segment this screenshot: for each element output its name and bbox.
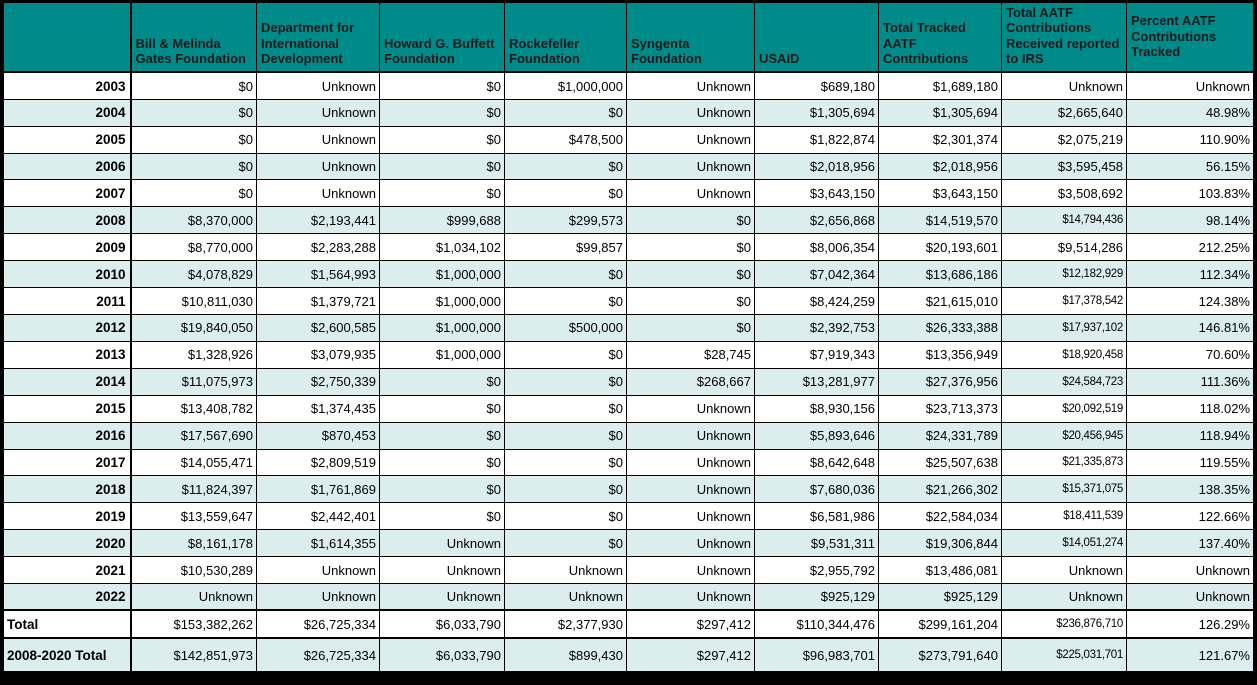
value-cell: $870,453 [257,422,380,449]
year-cell: 2016 [4,422,131,449]
value-cell: $12,182,929 [1002,261,1127,288]
value-cell: Unknown [380,530,505,557]
value-cell: 137.40% [1127,530,1254,557]
value-cell: 103.83% [1127,180,1254,207]
value-cell: $24,584,723 [1002,368,1127,395]
value-cell: Unknown [627,180,755,207]
value-cell: $0 [131,72,257,99]
value-cell: $0 [627,288,755,315]
value-cell: Unknown [505,584,627,611]
value-cell: $1,822,874 [755,126,879,153]
value-cell: $2,377,930 [505,610,627,638]
value-cell: $2,018,956 [755,153,879,180]
value-cell: Unknown [257,180,380,207]
value-cell: $22,584,034 [879,503,1002,530]
year-cell: 2006 [4,153,131,180]
year-cell: 2003 [4,72,131,99]
value-cell: Unknown [1002,557,1127,584]
value-cell: $14,519,570 [879,207,1002,234]
total-label-cell: Total [4,610,131,638]
value-cell: 138.35% [1127,476,1254,503]
value-cell: Unknown [257,99,380,126]
value-cell: $7,680,036 [755,476,879,503]
year-cell: 2005 [4,126,131,153]
value-cell: 146.81% [1127,314,1254,341]
value-cell: $6,581,986 [755,503,879,530]
value-cell: $19,306,844 [879,530,1002,557]
value-cell: $500,000 [505,314,627,341]
value-cell: Unknown [627,503,755,530]
value-cell: $2,656,868 [755,207,879,234]
year-cell: 2010 [4,261,131,288]
year-cell: 2015 [4,395,131,422]
value-cell: $26,725,334 [257,610,380,638]
value-cell: $0 [505,449,627,476]
year-row [4,395,1254,422]
value-cell: $8,770,000 [131,234,257,261]
year-cell: 2011 [4,288,131,315]
value-cell: $925,129 [755,584,879,611]
value-cell: 111.36% [1127,368,1254,395]
value-cell: $24,331,789 [879,422,1002,449]
value-cell: $13,281,977 [755,368,879,395]
value-cell: $21,266,302 [879,476,1002,503]
value-cell: $273,791,640 [879,638,1002,671]
value-cell: $13,356,949 [879,341,1002,368]
value-cell: Unknown [627,584,755,611]
value-cell: Unknown [627,72,755,99]
year-row [4,476,1254,503]
year-row [4,314,1254,341]
value-cell: $0 [505,530,627,557]
column-header: Bill & Melinda Gates Foundation [131,3,257,73]
value-cell: Unknown [627,557,755,584]
value-cell: Unknown [627,530,755,557]
value-cell: $0 [131,126,257,153]
value-cell: $17,567,690 [131,422,257,449]
value-cell: $0 [131,99,257,126]
value-cell: $0 [505,368,627,395]
grand-total-row [4,638,1254,671]
value-cell: 212.25% [1127,234,1254,261]
value-cell: 118.02% [1127,395,1254,422]
value-cell: $2,750,339 [257,368,380,395]
value-cell: $17,378,542 [1002,288,1127,315]
value-cell: $3,643,150 [755,180,879,207]
year-cell: 2022 [4,584,131,611]
value-cell: $0 [505,153,627,180]
year-cell: 2019 [4,503,131,530]
value-cell: $1,374,435 [257,395,380,422]
value-cell: $17,937,102 [1002,314,1127,341]
column-header: Total Tracked AATF Contributions [879,3,1002,73]
value-cell: Unknown [380,557,505,584]
value-cell: $26,333,388 [879,314,1002,341]
value-cell: $1,305,694 [879,99,1002,126]
header-row [4,3,1254,73]
value-cell: Unknown [627,422,755,449]
value-cell: $14,051,274 [1002,530,1127,557]
value-cell: $225,031,701 [1002,638,1127,671]
value-cell: $299,573 [505,207,627,234]
value-cell: $3,595,458 [1002,153,1127,180]
value-cell: $3,079,935 [257,341,380,368]
value-cell: $1,000,000 [505,72,627,99]
value-cell: $0 [380,368,505,395]
value-cell: $25,507,638 [879,449,1002,476]
value-cell: $96,983,701 [755,638,879,671]
value-cell: 122.66% [1127,503,1254,530]
year-row [4,449,1254,476]
value-cell: $299,161,204 [879,610,1002,638]
value-cell: $8,161,178 [131,530,257,557]
value-cell: $1,034,102 [380,234,505,261]
value-cell: $8,006,354 [755,234,879,261]
value-cell: $10,811,030 [131,288,257,315]
value-cell: $0 [505,395,627,422]
value-cell: $0 [505,476,627,503]
value-cell: $1,000,000 [380,288,505,315]
value-cell: $2,301,374 [879,126,1002,153]
year-row [4,234,1254,261]
value-cell: $1,689,180 [879,72,1002,99]
value-cell: Unknown [1127,584,1254,611]
value-cell: $6,033,790 [380,638,505,671]
value-cell: $2,442,401 [257,503,380,530]
value-cell: Unknown [257,153,380,180]
column-header: USAID [755,3,879,73]
value-cell: Unknown [131,584,257,611]
year-row [4,341,1254,368]
total-row [4,610,1254,638]
value-cell: 126.29% [1127,610,1254,638]
value-cell: $21,335,873 [1002,449,1127,476]
value-cell: $28,745 [627,341,755,368]
year-cell: 2008 [4,207,131,234]
value-cell: $11,075,973 [131,368,257,395]
year-cell: 2007 [4,180,131,207]
value-cell: $19,840,050 [131,314,257,341]
year-row [4,288,1254,315]
value-cell: $142,851,973 [131,638,257,671]
value-cell: Unknown [257,126,380,153]
value-cell: $478,500 [505,126,627,153]
value-cell: $21,615,010 [879,288,1002,315]
value-cell: $27,376,956 [879,368,1002,395]
value-cell: $2,809,519 [257,449,380,476]
value-cell: $899,430 [505,638,627,671]
column-header: Syngenta Foundation [627,3,755,73]
value-cell: $0 [627,261,755,288]
value-cell: 98.14% [1127,207,1254,234]
year-cell: 2020 [4,530,131,557]
value-cell: 121.67% [1127,638,1254,671]
year-row [4,126,1254,153]
value-cell: 56.15% [1127,153,1254,180]
value-cell: $0 [505,503,627,530]
value-cell: $2,283,288 [257,234,380,261]
column-header: Percent AATF Contributions Tracked [1127,3,1254,73]
value-cell: $925,129 [879,584,1002,611]
year-cell: 2018 [4,476,131,503]
value-cell: $0 [380,422,505,449]
value-cell: $1,000,000 [380,261,505,288]
value-cell: $0 [380,476,505,503]
value-cell: $153,382,262 [131,610,257,638]
value-cell: $1,000,000 [380,314,505,341]
value-cell: $0 [131,153,257,180]
year-row [4,557,1254,584]
value-cell: $236,876,710 [1002,610,1127,638]
value-cell: $0 [505,288,627,315]
value-cell: $297,412 [627,638,755,671]
value-cell: $1,614,355 [257,530,380,557]
value-cell: $0 [505,180,627,207]
value-cell: $110,344,476 [755,610,879,638]
value-cell: $26,725,334 [257,638,380,671]
value-cell: 124.38% [1127,288,1254,315]
value-cell: Unknown [257,72,380,99]
value-cell: $4,078,829 [131,261,257,288]
value-cell: $1,564,993 [257,261,380,288]
corner-header-cell [4,3,131,73]
value-cell: Unknown [627,449,755,476]
value-cell: $2,392,753 [755,314,879,341]
year-cell: 2004 [4,99,131,126]
value-cell: $2,018,956 [879,153,1002,180]
value-cell: $14,055,471 [131,449,257,476]
value-cell: 118.94% [1127,422,1254,449]
value-cell: Unknown [505,557,627,584]
year-row [4,180,1254,207]
value-cell: $0 [627,207,755,234]
value-cell: $2,665,640 [1002,99,1127,126]
value-cell: $9,531,311 [755,530,879,557]
year-row [4,422,1254,449]
value-cell: $297,412 [627,610,755,638]
value-cell: $8,930,156 [755,395,879,422]
value-cell: 119.55% [1127,449,1254,476]
column-header: Total AATF Contributions Received reported to IRS [1002,3,1127,73]
value-cell: $0 [131,180,257,207]
column-header: Department for International Development [257,3,380,73]
value-cell: $268,667 [627,368,755,395]
value-cell: $0 [380,503,505,530]
value-cell: Unknown [627,476,755,503]
total-label-cell: 2008-2020 Total [4,638,131,671]
value-cell: Unknown [627,99,755,126]
value-cell: $0 [627,314,755,341]
year-row [4,207,1254,234]
value-cell: $23,713,373 [879,395,1002,422]
year-row [4,503,1254,530]
year-cell: 2013 [4,341,131,368]
year-cell: 2014 [4,368,131,395]
value-cell: $2,193,441 [257,207,380,234]
value-cell: $0 [380,153,505,180]
year-cell: 2021 [4,557,131,584]
value-cell: $0 [380,126,505,153]
value-cell: $11,824,397 [131,476,257,503]
year-row [4,584,1254,611]
year-row [4,261,1254,288]
value-cell: 70.60% [1127,341,1254,368]
column-header: Rockefeller Foundation [505,3,627,73]
value-cell: $0 [380,180,505,207]
value-cell: $5,893,646 [755,422,879,449]
value-cell: Unknown [1002,72,1127,99]
value-cell: $0 [380,72,505,99]
value-cell: Unknown [627,153,755,180]
year-row [4,153,1254,180]
value-cell: $7,042,364 [755,261,879,288]
value-cell: 110.90% [1127,126,1254,153]
value-cell: $8,424,259 [755,288,879,315]
value-cell: Unknown [257,584,380,611]
value-cell: Unknown [627,395,755,422]
value-cell: $7,919,343 [755,341,879,368]
value-cell: $1,379,721 [257,288,380,315]
year-row [4,72,1254,99]
value-cell: $0 [627,234,755,261]
column-header: Howard G. Buffett Foundation [380,3,505,73]
value-cell: $3,643,150 [879,180,1002,207]
value-cell: $9,514,286 [1002,234,1127,261]
value-cell: $689,180 [755,72,879,99]
value-cell: $13,686,186 [879,261,1002,288]
value-cell: $14,794,436 [1002,207,1127,234]
value-cell: $18,411,539 [1002,503,1127,530]
year-row [4,99,1254,126]
year-row [4,368,1254,395]
value-cell: $8,642,648 [755,449,879,476]
value-cell: Unknown [380,584,505,611]
value-cell: 112.34% [1127,261,1254,288]
value-cell: $0 [505,261,627,288]
value-cell: $0 [380,395,505,422]
value-cell: $20,456,945 [1002,422,1127,449]
value-cell: $99,857 [505,234,627,261]
value-cell: $2,600,585 [257,314,380,341]
value-cell: $999,688 [380,207,505,234]
value-cell: 48.98% [1127,99,1254,126]
value-cell: $8,370,000 [131,207,257,234]
value-cell: $20,193,601 [879,234,1002,261]
aatf-contributions-table [3,2,1254,672]
year-cell: 2012 [4,314,131,341]
value-cell: $0 [380,99,505,126]
value-cell: $0 [505,99,627,126]
value-cell: $1,000,000 [380,341,505,368]
year-cell: 2009 [4,234,131,261]
value-cell: $6,033,790 [380,610,505,638]
value-cell: $0 [505,422,627,449]
year-cell: 2017 [4,449,131,476]
value-cell: $0 [505,341,627,368]
value-cell: $3,508,692 [1002,180,1127,207]
value-cell: $1,761,869 [257,476,380,503]
value-cell: Unknown [1002,584,1127,611]
value-cell: $1,305,694 [755,99,879,126]
value-cell: $20,092,519 [1002,395,1127,422]
value-cell: $2,955,792 [755,557,879,584]
value-cell: $18,920,458 [1002,341,1127,368]
value-cell: $10,530,289 [131,557,257,584]
value-cell: Unknown [1127,72,1254,99]
value-cell: Unknown [627,126,755,153]
value-cell: $2,075,219 [1002,126,1127,153]
value-cell: $1,328,926 [131,341,257,368]
value-cell: $13,408,782 [131,395,257,422]
value-cell: $13,486,081 [879,557,1002,584]
value-cell: $13,559,647 [131,503,257,530]
value-cell: Unknown [257,557,380,584]
value-cell: $0 [380,449,505,476]
value-cell: Unknown [1127,557,1254,584]
year-row [4,530,1254,557]
value-cell: $15,371,075 [1002,476,1127,503]
